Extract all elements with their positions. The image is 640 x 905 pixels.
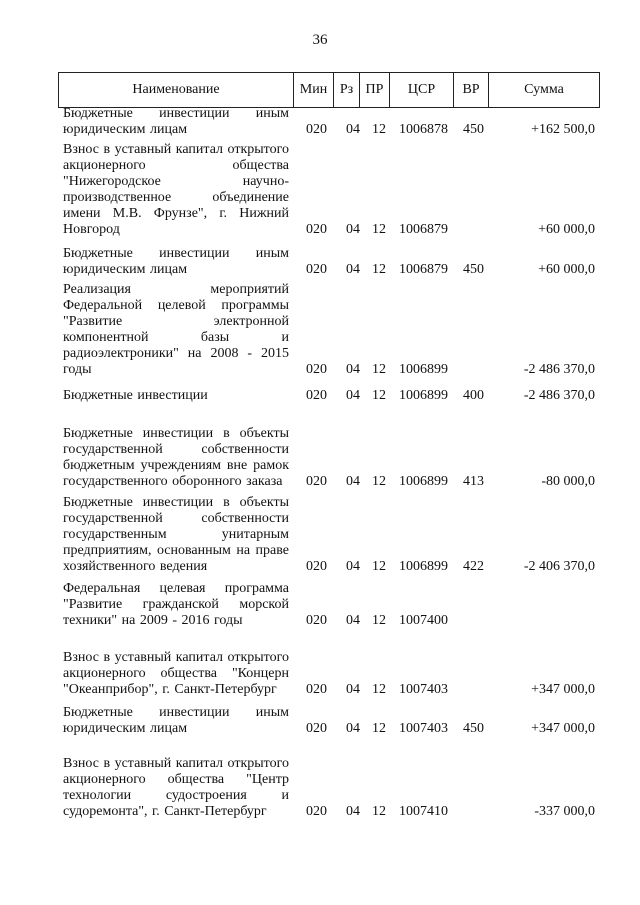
row-name: Взнос в уставный капитал открытого акционерного общества "Нижегородское научно-производственное объединение имени М.В. Фрунзе", г. Нижний Новгород: [63, 142, 289, 237]
header-sum: Сумма: [524, 82, 564, 97]
table-row: [0, 104, 640, 138]
row-min: 020: [306, 388, 327, 403]
table-row: [0, 581, 640, 629]
table-row: [0, 410, 640, 490]
header-name: Наименование: [59, 73, 294, 107]
header-csr: ЦСР: [390, 73, 454, 107]
row-pr: 12: [372, 388, 386, 403]
header-min: Мин: [294, 73, 334, 107]
row-csr: 1007400: [399, 613, 448, 628]
row-pr: 12: [372, 474, 386, 489]
row-sum: +347 000,0: [531, 682, 595, 697]
row-name: Бюджетные инвестиции: [63, 388, 208, 403]
row-name: Взнос в уставный капитал открытого акционерного общества "Концерн "Океанприбор", г. Санкт-Петербург: [63, 650, 289, 697]
row-csr: 1006899: [399, 559, 448, 574]
row-vr: 450: [463, 721, 484, 736]
row-sum: -80 000,0: [541, 474, 595, 489]
row-vr: 450: [463, 122, 484, 137]
table-row: [0, 495, 640, 575]
row-rz: 04: [346, 122, 360, 137]
row-vr: 450: [463, 262, 484, 277]
row-rz: 04: [346, 262, 360, 277]
row-rz: 04: [346, 388, 360, 403]
row-vr: 413: [463, 474, 484, 489]
table-row: [0, 634, 640, 698]
header-pr: ПР: [360, 73, 390, 107]
row-name: Взнос в уставный капитал открытого акционерного общества "Центр технологии судостроения и судоремонта", г. Санкт-Петербург: [63, 756, 289, 819]
row-min: 020: [306, 559, 327, 574]
row-rz: 04: [346, 362, 360, 377]
row-csr: 1006879: [399, 222, 448, 237]
row-csr: 1006878: [399, 122, 448, 137]
row-name: Бюджетные инвестиции иным юридическим лицам: [63, 705, 289, 736]
row-pr: 12: [372, 721, 386, 736]
row-sum: +60 000,0: [538, 262, 595, 277]
row-csr: 1006879: [399, 262, 448, 277]
row-min: 020: [306, 222, 327, 237]
row-csr: 1007403: [399, 721, 448, 736]
row-sum: -337 000,0: [534, 804, 595, 819]
row-rz: 04: [346, 804, 360, 819]
row-min: 020: [306, 721, 327, 736]
row-name: Бюджетные инвестиции иным юридическим лицам: [63, 106, 289, 137]
row-rz: 04: [346, 613, 360, 628]
row-rz: 04: [346, 222, 360, 237]
row-name: Федеральная целевая программа "Развитие гражданской морской техники" на 2009 - 2016 годы: [63, 581, 289, 628]
row-pr: 12: [372, 262, 386, 277]
row-csr: 1007403: [399, 682, 448, 697]
header-rz: Рз: [334, 73, 360, 107]
table-row: [0, 244, 640, 278]
row-rz: 04: [346, 559, 360, 574]
row-pr: 12: [372, 559, 386, 574]
row-pr: 12: [372, 122, 386, 137]
row-csr: 1006899: [399, 362, 448, 377]
header-vr: ВР: [454, 73, 489, 107]
row-csr: 1007410: [399, 804, 448, 819]
table-header: [58, 72, 600, 108]
row-rz: 04: [346, 474, 360, 489]
row-pr: 12: [372, 362, 386, 377]
table-row: [0, 742, 640, 820]
table-row: [0, 284, 640, 378]
row-min: 020: [306, 682, 327, 697]
row-sum: -2 486 370,0: [523, 388, 595, 403]
row-name: Бюджетные инвестиции иным юридическим лицам: [63, 246, 289, 277]
row-min: 020: [306, 474, 327, 489]
row-min: 020: [306, 262, 327, 277]
row-min: 020: [306, 122, 327, 137]
table-row: [0, 142, 640, 238]
row-rz: 04: [346, 721, 360, 736]
row-pr: 12: [372, 222, 386, 237]
row-name: Бюджетные инвестиции в объекты государственной собственности бюджетным учреждениям вне рамок государственного оборонного заказа: [63, 426, 289, 489]
table-row: [0, 386, 640, 404]
row-csr: 1006899: [399, 474, 448, 489]
row-pr: 12: [372, 682, 386, 697]
row-sum: +60 000,0: [538, 222, 595, 237]
page-number: 36: [312, 32, 328, 48]
row-csr: 1006899: [399, 388, 448, 403]
row-name: Реализация мероприятий Федеральной целевой программы "Развитие электронной компонентной базы и радиоэлектроники" на 2008 - 2015 годы: [63, 282, 289, 377]
table-row: [0, 703, 640, 737]
row-sum: -2 486 370,0: [523, 362, 595, 377]
row-vr: 400: [463, 388, 484, 403]
row-min: 020: [306, 613, 327, 628]
row-pr: 12: [372, 613, 386, 628]
row-sum: +347 000,0: [531, 721, 595, 736]
row-sum: -2 406 370,0: [523, 559, 595, 574]
row-sum: +162 500,0: [531, 122, 595, 137]
row-min: 020: [306, 362, 327, 377]
row-rz: 04: [346, 682, 360, 697]
row-pr: 12: [372, 804, 386, 819]
row-name: Бюджетные инвестиции в объекты государственной собственности государственным унитарным предприятиям, основанным на праве хозяйственного ведения: [63, 495, 289, 574]
row-vr: 422: [463, 559, 484, 574]
row-min: 020: [306, 804, 327, 819]
